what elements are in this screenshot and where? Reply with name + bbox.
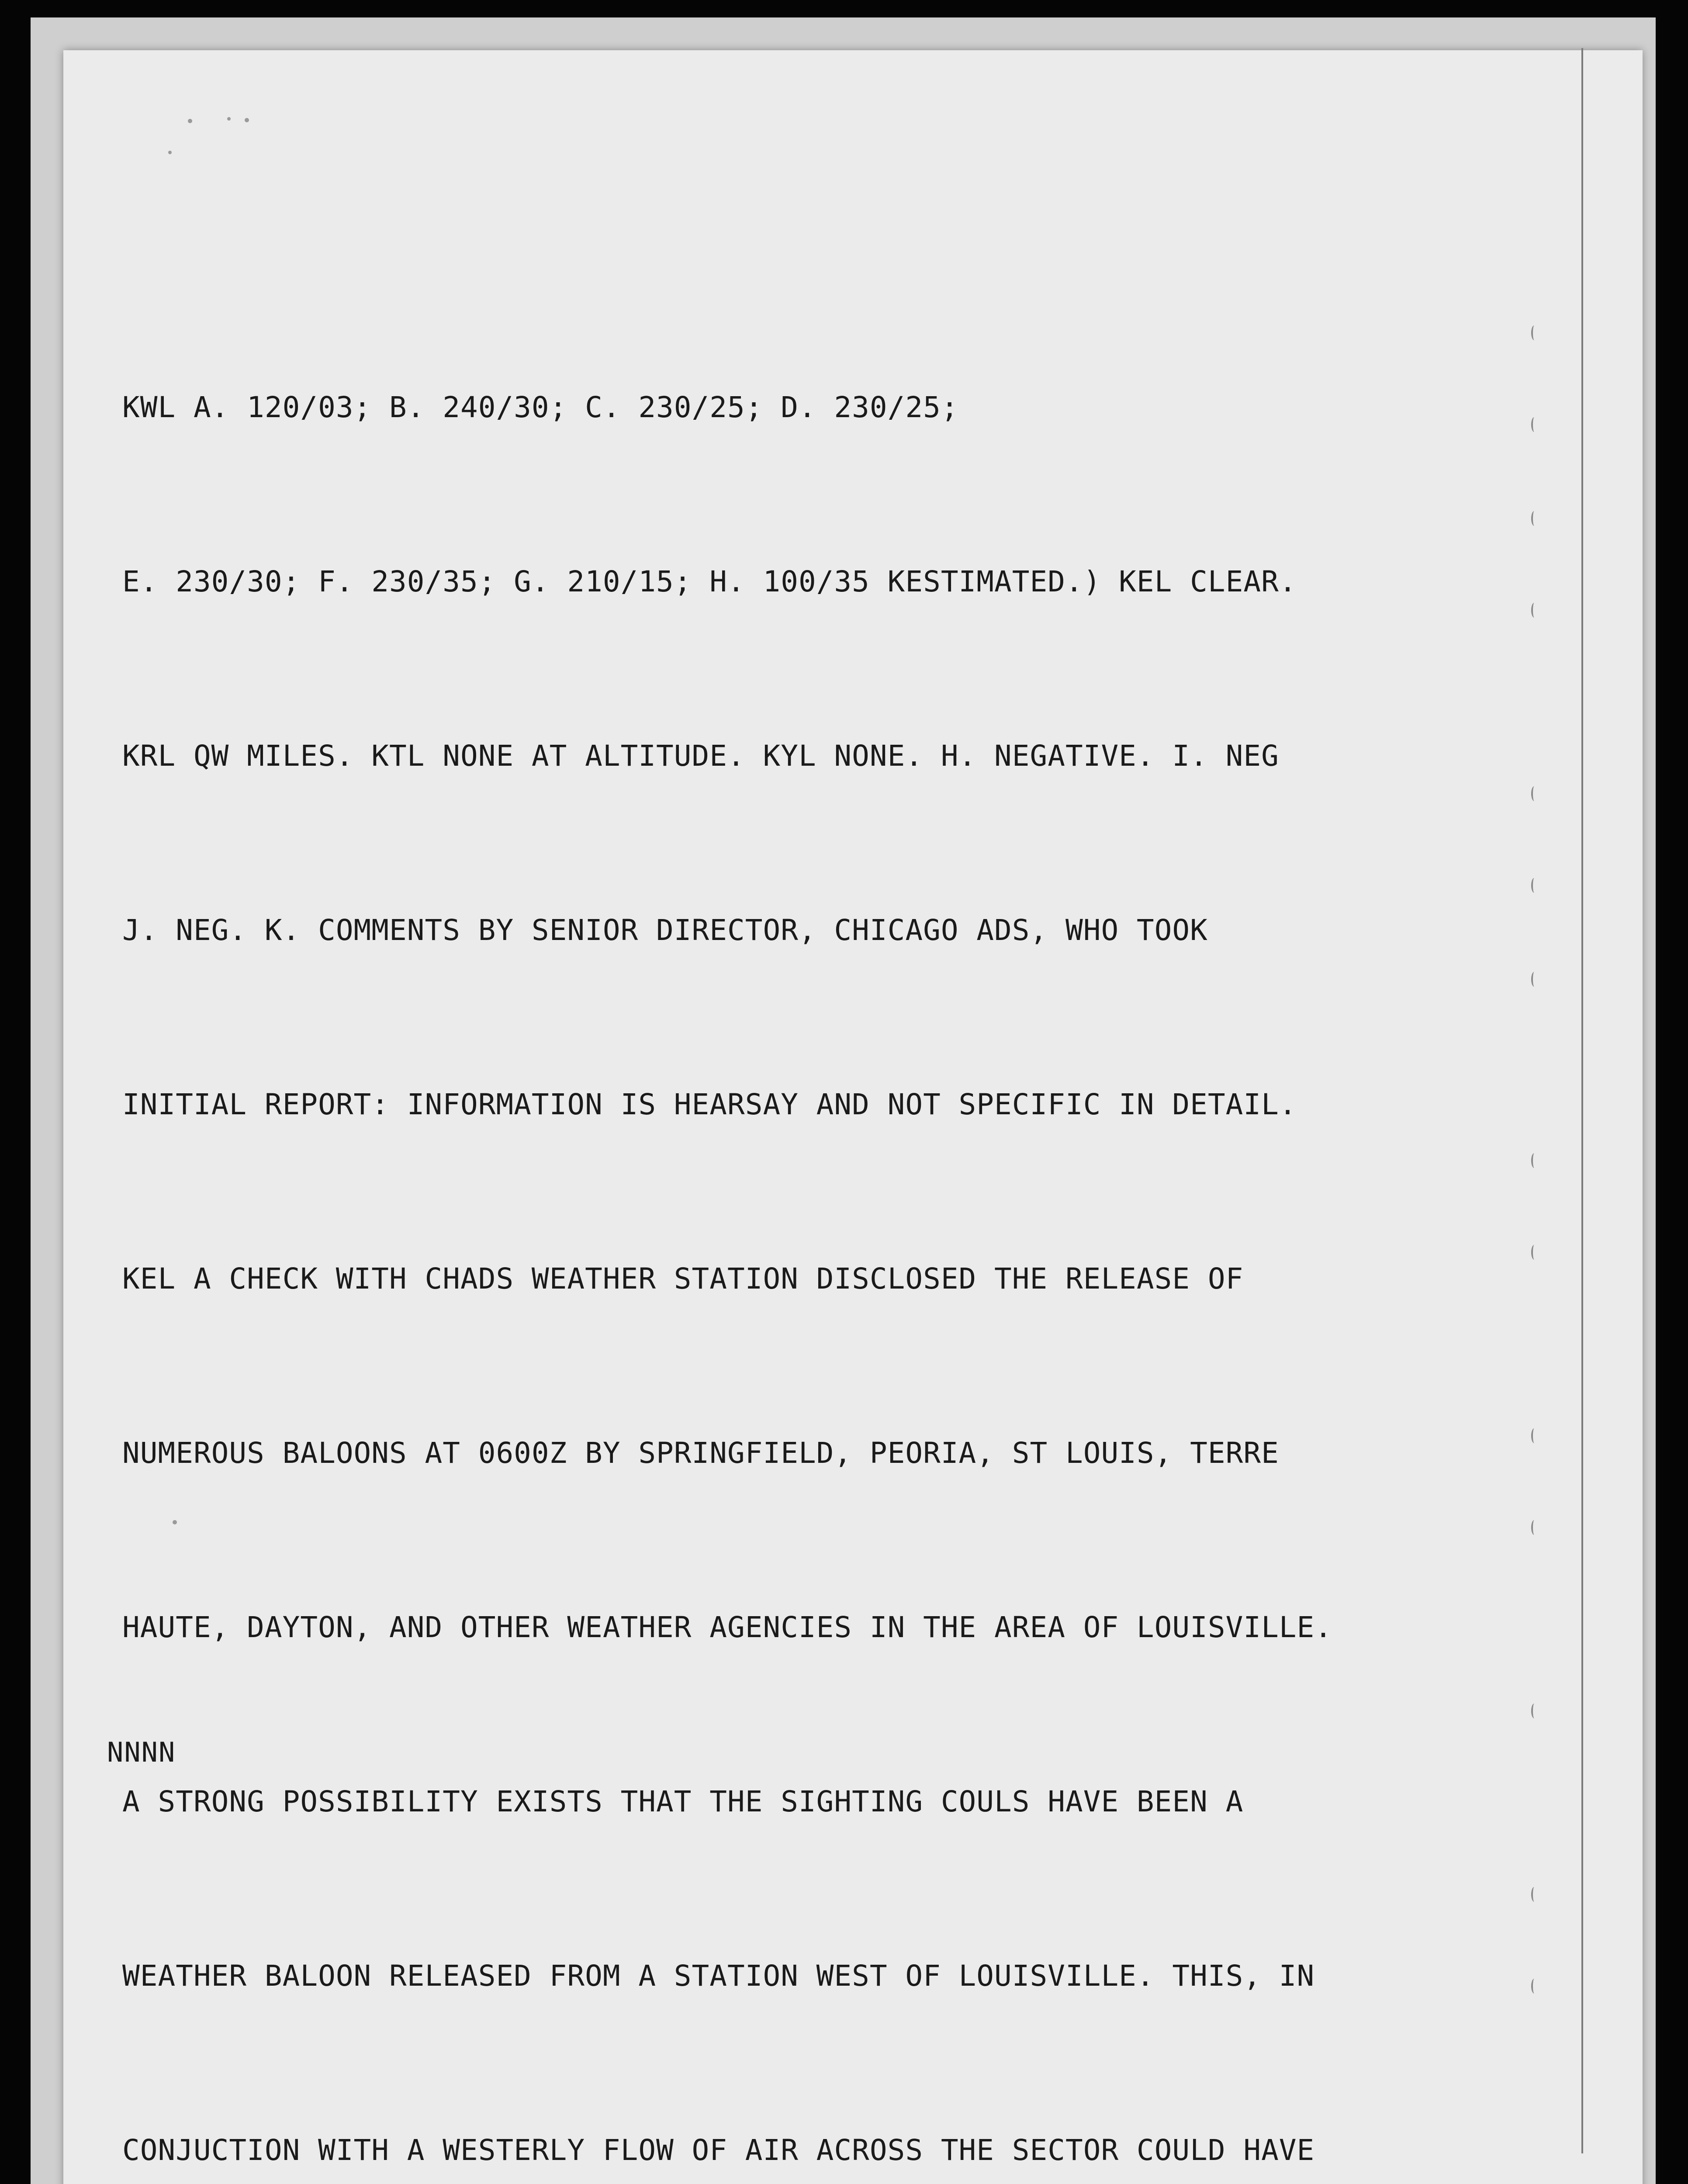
speck [245,118,249,122]
message-line: INITIAL REPORT: INFORMATION IS HEARSAY AND NOT SPECIFIC IN DETAIL. [122,1088,1297,1121]
message-line: A STRONG POSSIBILITY EXISTS THAT THE SIGHTING COULS HAVE BEEN A [122,1785,1244,1818]
message-line: HAUTE, DAYTON, AND OTHER WEATHER AGENCIES IN THE AREA OF LOUISVILLE. [122,1610,1333,1644]
margin-mark [1531,1153,1537,1168]
margin-mark [1531,1887,1537,1902]
paper-edge [1581,48,1601,2153]
margin-mark [1531,972,1537,987]
message-line: KRL QW MILES. KTL NONE AT ALTITUDE. KYL NONE. H. NEGATIVE. I. NEG [122,739,1279,773]
message-line: CONJUCTION WITH A WESTERLY FLOW OF AIR ACROSS THE SECTOR COULD HAVE [122,2133,1315,2167]
speck [188,119,192,123]
margin-mark [1531,1428,1537,1443]
margin-mark [1531,1704,1537,1718]
message-line: KWL A. 120/03; B. 240/30; C. 230/25; D. 230/25; [122,390,959,424]
margin-mark [1531,325,1537,340]
teletype-message-body [122,262,1433,2184]
speck [227,117,231,121]
message-line: J. NEG. K. COMMENTS BY SENIOR DIRECTOR, CHICAGO ADS, WHO TOOK [122,913,1208,947]
margin-mark [1531,786,1537,801]
message-line: WEATHER BALOON RELEASED FROM A STATION WEST OF LOUISVILLE. THIS, IN [122,1959,1315,1993]
message-line: NUMEROUS BALOONS AT 0600Z BY SPRINGFIELD, PEORIA, ST LOUIS, TERRE [122,1436,1279,1470]
margin-mark [1531,1979,1537,1994]
margin-mark [1531,603,1537,618]
margin-mark [1531,1245,1537,1260]
end-of-message-trailer: NNNN [107,1736,176,1768]
margin-mark [1531,511,1537,526]
message-line: E. 230/30; F. 230/35; G. 210/15; H. 100/35 KESTIMATED.) KEL CLEAR. [122,565,1297,598]
margin-mark [1531,417,1537,432]
margin-mark [1531,1520,1537,1535]
speck [168,151,172,154]
margin-mark [1531,878,1537,893]
message-line: KEL A CHECK WITH CHADS WEATHER STATION DISCLOSED THE RELEASE OF [122,1262,1244,1296]
